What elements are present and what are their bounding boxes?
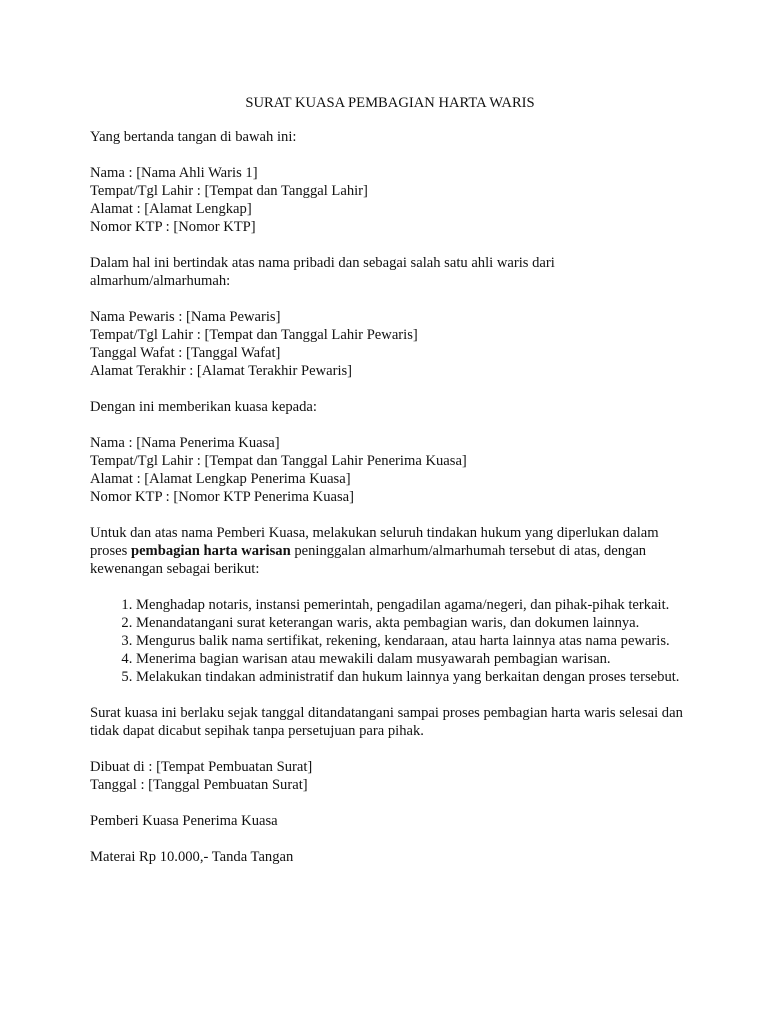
deceased-details [90,308,690,380]
stamp-line: Materai Rp 10.000,- Tanda Tangan [90,849,294,865]
grantee-address: Alamat : [Alamat Lengkap Penerima Kuasa] [90,471,351,487]
document-page [90,94,690,866]
deceased-address: Alamat Terakhir : [Alamat Terakhir Pewaris] [90,363,353,379]
acting-statement: Dalam hal ini bertindak atas nama pribadi dan sebagai salah satu ahli waris dari almarhum/almarhumah: [90,255,555,289]
deceased-death-date: Tanggal Wafat : [Tanggal Wafat] [90,345,281,361]
document-title: SURAT KUASA PEMBAGIAN HARTA WARIS [245,95,535,111]
grantee-birth: Tempat/Tgl Lahir : [Tempat dan Tanggal Lahir Penerima Kuasa] [90,453,467,469]
validity-paragraph: Surat kuasa ini berlaku sejak tanggal ditandatangani sampai proses pembagian harta waris selesai dan tidak dapat dicabut sepihak tanpa persetujuan para pihak. [90,705,683,739]
grantor-address: Alamat : [Alamat Lengkap] [90,201,252,217]
grant-statement: Dengan ini memberikan kuasa kepada: [90,399,317,415]
power-item: 1. Menghadap notaris, instansi pemerintah, pengadilan agama/negeri, dan pihak-pihak terkait. [136,596,690,614]
powers-list [90,596,690,686]
deceased-name: Nama Pewaris : [Nama Pewaris] [90,309,281,325]
power-item: 4. Menerima bagian warisan atau mewakili dalam musyawarah pembagian warisan. [136,650,690,668]
power-item: 2. Menandatangani surat keterangan waris, akta pembagian waris, dan dokumen lainnya. [136,614,690,632]
power-item: 5. Melakukan tindakan administratif dan hukum lainnya yang berkaitan dengan proses tersebut. [136,668,690,686]
purpose-text-after: peninggalan almarhum/almarhumah tersebut di atas, dengan kewenangan sebagai berikut: [90,543,647,577]
purpose-text-before: Untuk dan atas nama Pemberi Kuasa, melakukan seluruh tindakan hukum yang diperlukan dalam proses [90,525,659,559]
grantor-name: Nama : [Nama Ahli Waris 1] [90,165,258,181]
date-line: Tanggal : [Tanggal Pembuatan Surat] [90,777,308,793]
made-at: Dibuat di : [Tempat Pembuatan Surat] [90,759,313,775]
purpose-emphasis: pembagian harta warisan [130,543,291,559]
place-date [90,758,690,794]
grantee-ktp: Nomor KTP : [Nomor KTP Penerima Kuasa] [90,489,354,505]
signatories-line: Pemberi Kuasa Penerima Kuasa [90,813,278,829]
grantor-details [90,164,690,236]
power-item: 3. Mengurus balik nama sertifikat, rekening, kendaraan, atau harta lainnya atas nama pewaris. [136,632,690,650]
grantor-ktp: Nomor KTP : [Nomor KTP] [90,219,256,235]
grantee-details [90,434,690,506]
grantee-name: Nama : [Nama Penerima Kuasa] [90,435,280,451]
intro-text: Yang bertanda tangan di bawah ini: [90,129,297,145]
grantor-birth: Tempat/Tgl Lahir : [Tempat dan Tanggal Lahir] [90,183,368,199]
purpose-paragraph [90,524,690,578]
deceased-birth: Tempat/Tgl Lahir : [Tempat dan Tanggal Lahir Pewaris] [90,327,418,343]
